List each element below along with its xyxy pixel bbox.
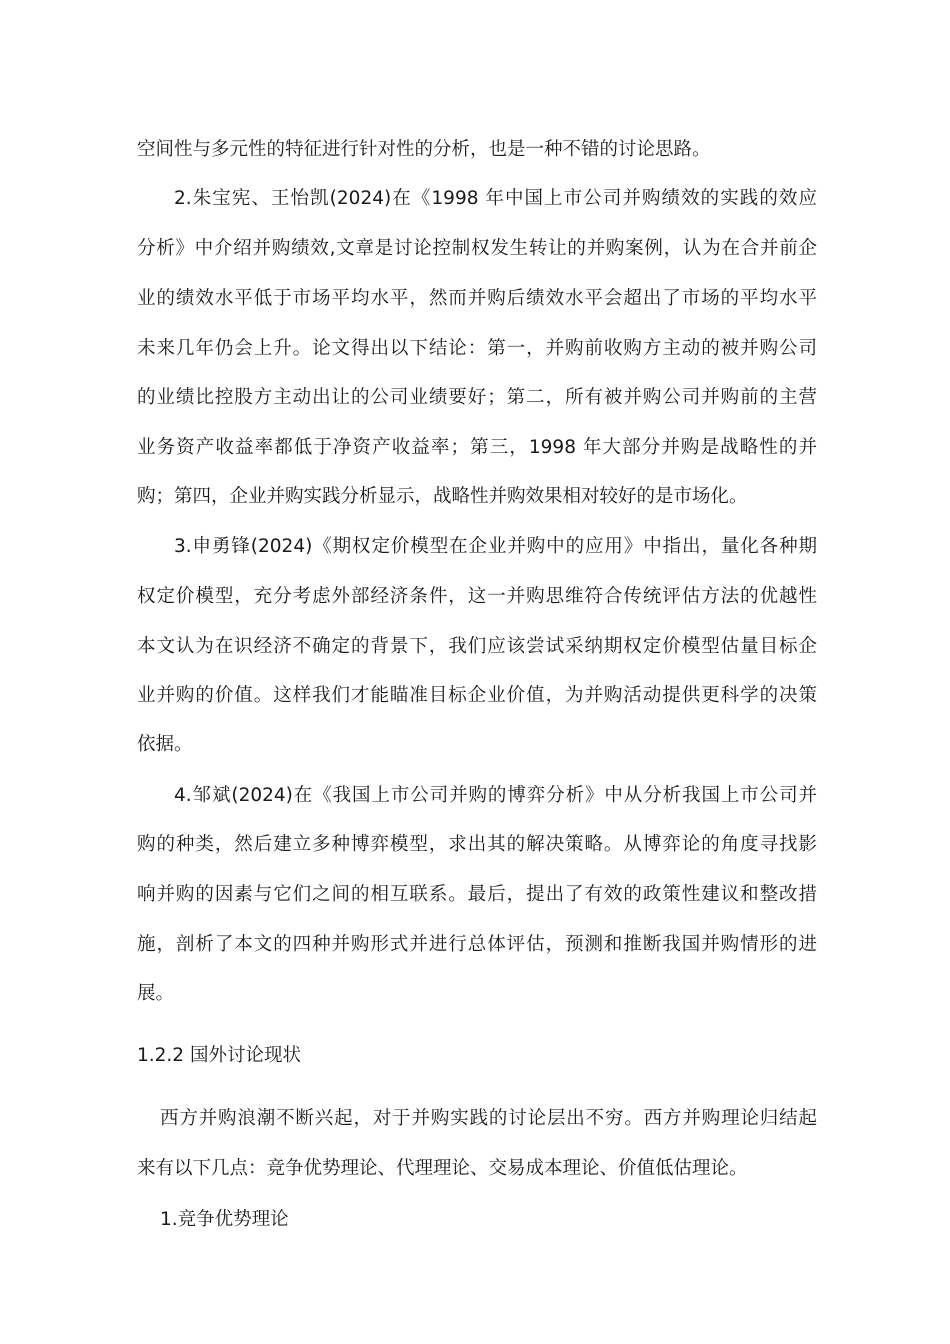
paragraph-line: 未来几年仍会上升。论文得出以下结论：第一，并购前收购方主动的被并购公司 (137, 338, 817, 359)
paragraph-line: 响并购的因素与它们之间的相互联系。最后，提出了有效的政策性建议和整改措 (137, 884, 817, 905)
paragraph-line: 依据。 (137, 734, 193, 755)
paragraph-line: 本文认为在识经济不确定的背景下，我们应该尝试采纳期权定价模型估量目标企 (137, 636, 817, 657)
paragraph-line: 空间性与多元性的特征进行针对性的分析，也是一种不错的讨论思路。 (137, 139, 711, 160)
paragraph-line: 权定价模型，充分考虑外部经济条件，这一并购思维符合传统评估方法的优越性 (137, 586, 817, 607)
paragraph-line: 的业绩比控股方主动出让的公司业绩要好；第二，所有被并购公司并购前的主营 (137, 387, 817, 408)
paragraph-line: 购；第四，企业并购实践分析显示，战略性并购效果相对较好的是市场化。 (137, 486, 748, 507)
paragraph-line: 3.申勇锋(2024)《期权定价模型在企业并购中的应用》中指出，量化各种期 (174, 536, 817, 557)
sub-heading: 1.竞争优势理论 (160, 1209, 289, 1230)
paragraph-line: 来有以下几点：竞争优势理论、代理理论、交易成本理论、价值低估理论。 (137, 1158, 748, 1179)
paragraph-line: 4.邹斌(2024)在《我国上市公司并购的博弈分析》中从分析我国上市公司并 (174, 785, 817, 806)
paragraph-line: 购的种类，然后建立多种博弈模型，求出其的解决策略。从博弈论的角度寻找影 (137, 834, 817, 855)
paragraph-line: 2.朱宝宪、王怡凯(2024)在《1998 年中国上市公司并购绩效的实践的效应 (174, 188, 817, 209)
paragraph-line: 业的绩效水平低于市场平均水平，然而并购后绩效水平会超出了市场的平均水平 (137, 288, 817, 309)
paragraph-line: 西方并购浪潮不断兴起，对于并购实践的讨论层出不穷。西方并购理论归结起 (160, 1108, 817, 1129)
paragraph-line: 分析》中介绍并购绩效,文章是讨论控制权发生转让的并购案例，认为在合并前企 (137, 238, 817, 259)
section-heading: 1.2.2 国外讨论现状 (137, 1045, 301, 1066)
paragraph-line: 业务资产收益率都低于净资产收益率；第三，1998 年大部分并购是战略性的并 (137, 437, 817, 458)
paragraph-line: 展。 (137, 983, 175, 1004)
paragraph-line: 业并购的价值。这样我们才能瞄准目标企业价值，为并购活动提供更科学的决策 (137, 685, 817, 706)
paragraph-line: 施，剖析了本文的四种并购形式并进行总体评估，预测和推断我国并购情形的进 (137, 934, 817, 955)
